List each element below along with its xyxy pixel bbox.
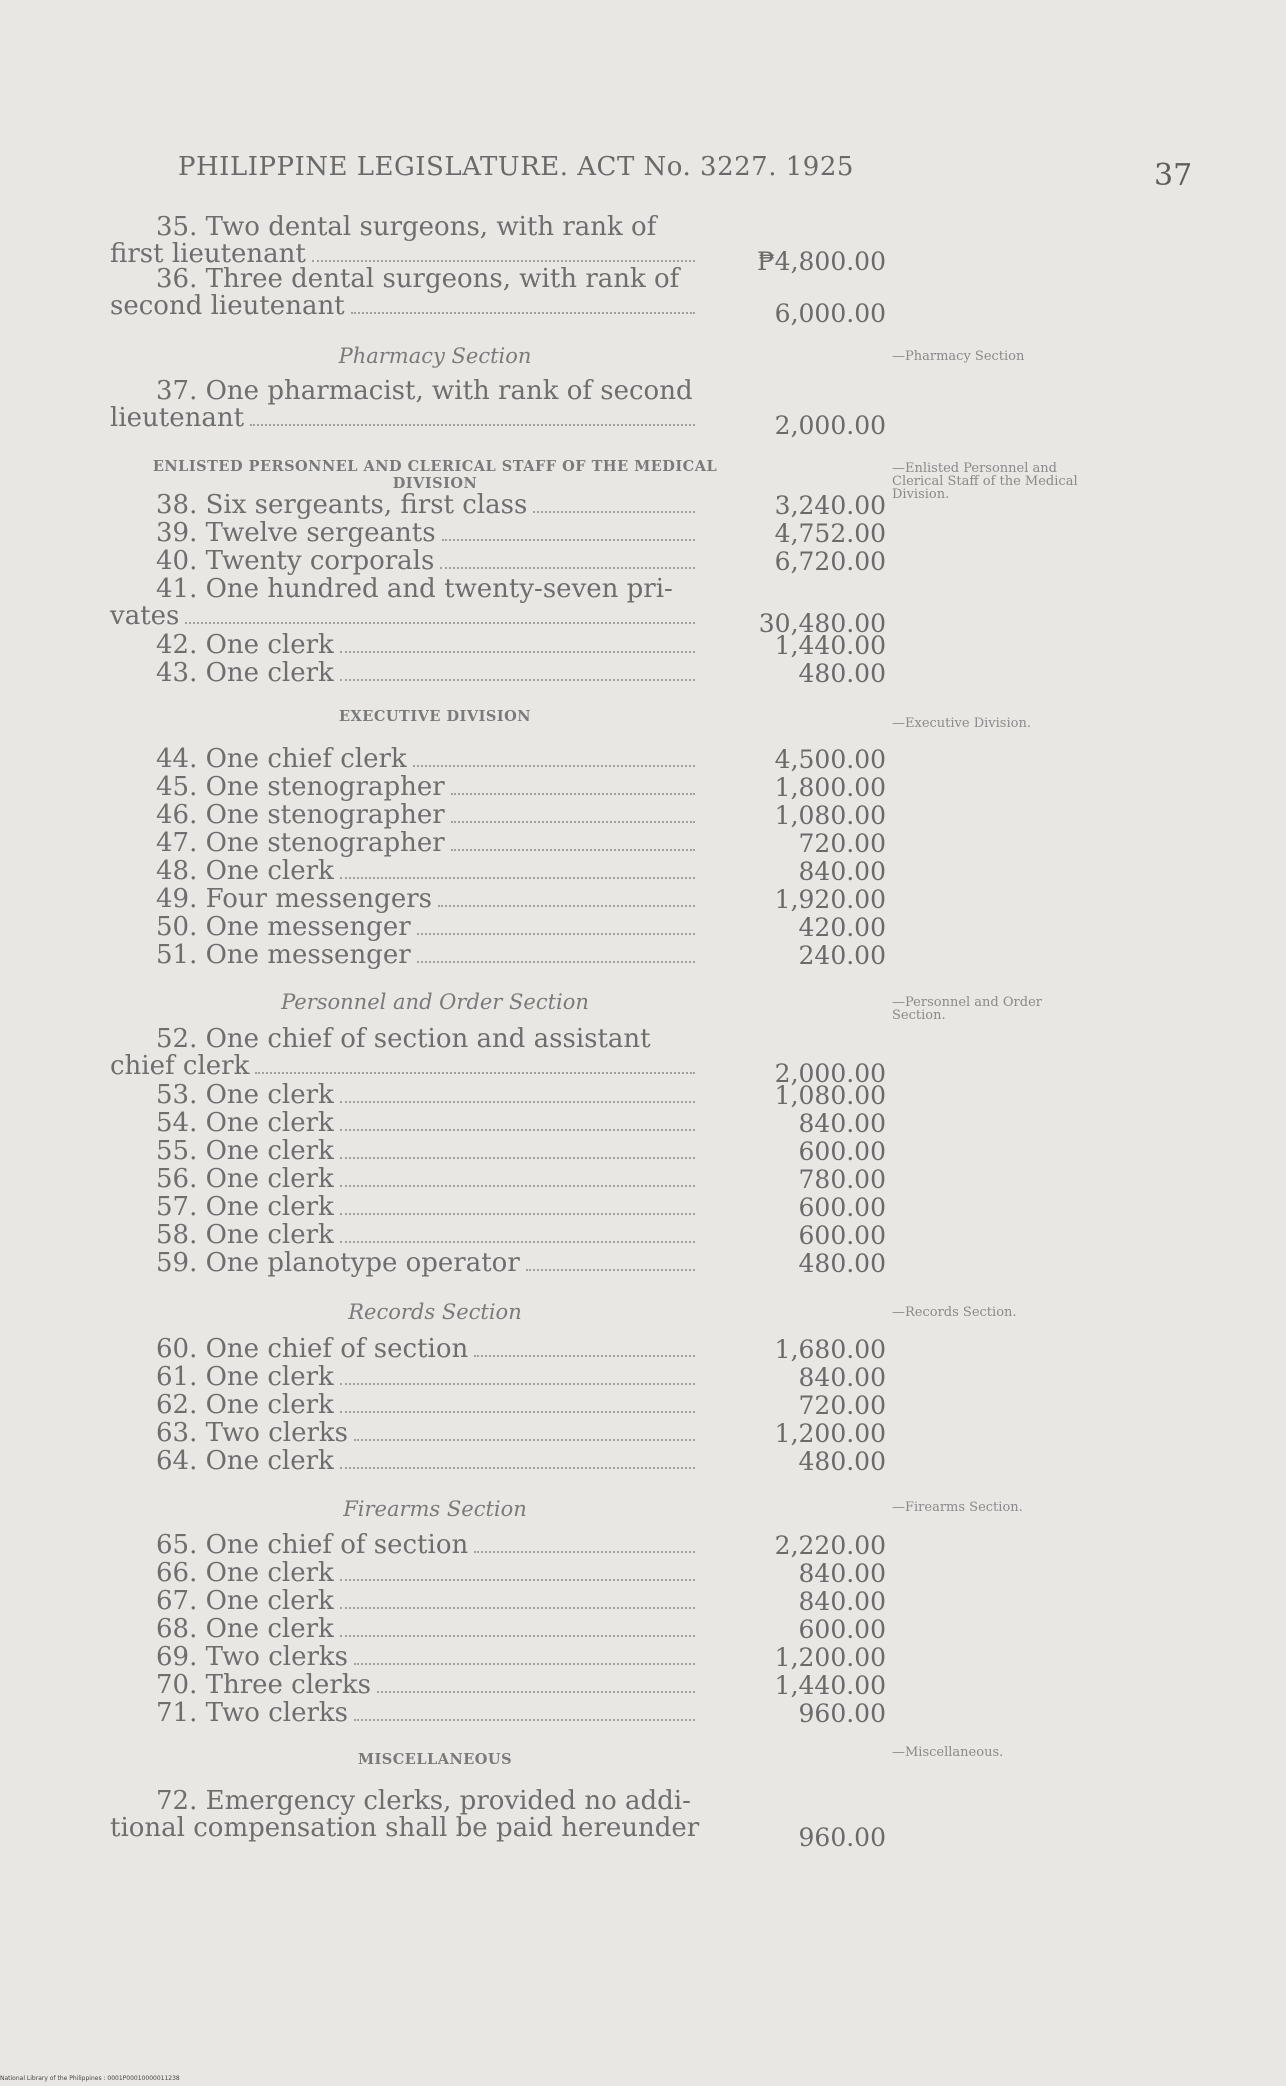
- item-text-line: 44. One chief clerk: [156, 744, 407, 774]
- appropriation-item: [110, 942, 695, 969]
- dot-leader: [354, 1439, 695, 1441]
- item-text-line: 70. Three clerks: [156, 1670, 371, 1700]
- dot-leader: [250, 424, 695, 426]
- dot-leader: [440, 567, 695, 569]
- dot-leader: [340, 679, 695, 681]
- appropriation-item: [110, 1532, 695, 1559]
- section-heading: MISCELLANEOUS: [357, 1751, 513, 1768]
- item-text-line: 56. One clerk: [156, 1164, 334, 1194]
- appropriation-item: [110, 914, 695, 941]
- item-text-line: 60. One chief of section: [156, 1334, 469, 1364]
- appropriation-item: [110, 1336, 695, 1363]
- dot-leader: [351, 312, 695, 314]
- item-text-line: 47. One stenographer: [156, 828, 445, 858]
- dot-leader: [340, 1157, 695, 1159]
- appropriation-item: [110, 1364, 695, 1391]
- item-text-line: 66. One clerk: [156, 1558, 334, 1588]
- item-amount: 1,920.00: [774, 885, 886, 914]
- item-amount: 4,752.00: [774, 519, 886, 548]
- dot-leader: [377, 1691, 695, 1693]
- item-amount: 720.00: [798, 1391, 886, 1420]
- item-amount: 6,000.00: [774, 299, 886, 328]
- dot-leader: [340, 1185, 695, 1187]
- section-heading: Records Section: [348, 1300, 522, 1324]
- item-amount: 1,800.00: [774, 773, 886, 802]
- item-text-line: 46. One stenographer: [156, 800, 445, 830]
- appropriation-item: [110, 1110, 695, 1137]
- item-amount: 480.00: [798, 1249, 886, 1278]
- appropriation-item: [110, 1222, 695, 1249]
- appropriation-item: [110, 1560, 695, 1587]
- item-amount: 480.00: [798, 659, 886, 688]
- appropriation-item: [110, 1672, 695, 1699]
- item-text-line: 51. One messenger: [156, 940, 411, 970]
- item-text-line: 62. One clerk: [156, 1390, 334, 1420]
- item-text-line: 43. One clerk: [156, 658, 334, 688]
- item-text-line: tional compensation shall be paid hereunder: [110, 1813, 700, 1843]
- dot-leader: [417, 933, 695, 935]
- dot-leader: [413, 765, 695, 767]
- dot-leader: [438, 905, 695, 907]
- item-text-line: 35. Two dental surgeons, with rank of: [156, 212, 657, 242]
- item-amount: 2,000.00: [774, 1059, 886, 1088]
- dot-leader: [340, 1635, 695, 1637]
- dot-leader: [533, 511, 695, 513]
- item-amount: 1,200.00: [774, 1419, 886, 1448]
- appropriation-item: [110, 660, 695, 687]
- dot-leader: [340, 1101, 695, 1103]
- section-heading: Personnel and Order Section: [281, 990, 589, 1014]
- item-text-line: 58. One clerk: [156, 1220, 334, 1250]
- appropriation-item: [110, 1026, 695, 1080]
- item-text-line: 48. One clerk: [156, 856, 334, 886]
- item-text-line: 52. One chief of section and assistant: [156, 1024, 651, 1054]
- item-text-line: 45. One stenographer: [156, 772, 445, 802]
- item-text-line: 50. One messenger: [156, 912, 411, 942]
- item-amount: 600.00: [798, 1137, 886, 1166]
- section-heading: Pharmacy Section: [338, 344, 532, 368]
- dot-leader: [354, 1663, 695, 1665]
- dot-leader: [340, 1579, 695, 1581]
- item-text-line: 71. Two clerks: [156, 1698, 348, 1728]
- item-text-line: 63. Two clerks: [156, 1418, 348, 1448]
- appropriation-item: [110, 378, 695, 432]
- item-amount: ₱4,800.00: [757, 247, 886, 276]
- item-text-line: 38. Six sergeants, first class: [156, 490, 528, 520]
- item-amount: 420.00: [798, 913, 886, 942]
- dot-leader: [340, 651, 695, 653]
- item-text-line: 61. One clerk: [156, 1362, 334, 1392]
- dot-leader: [340, 1213, 695, 1215]
- item-text-line: 69. Two clerks: [156, 1642, 348, 1672]
- item-amount: 840.00: [798, 857, 886, 886]
- item-text-line: lieutenant: [110, 403, 245, 433]
- item-amount: 840.00: [798, 1109, 886, 1138]
- appropriation-item: [110, 1588, 695, 1615]
- item-amount: 960.00: [798, 1699, 886, 1728]
- item-text-line: 42. One clerk: [156, 630, 334, 660]
- item-amount: 780.00: [798, 1165, 886, 1194]
- appropriation-item: [110, 1194, 695, 1221]
- item-amount: 1,680.00: [774, 1335, 886, 1364]
- item-text-line: 37. One pharmacist, with rank of second: [156, 376, 693, 406]
- appropriation-item: [110, 548, 695, 575]
- item-text-line: 67. One clerk: [156, 1586, 334, 1616]
- item-amount: 600.00: [798, 1615, 886, 1644]
- item-amount: 30,480.00: [758, 609, 886, 638]
- item-text-line: 57. One clerk: [156, 1192, 334, 1222]
- item-text-line: 49. Four messengers: [156, 884, 432, 914]
- item-text-line: 36. Three dental surgeons, with rank of: [156, 264, 680, 294]
- item-text-line: 65. One chief of section: [156, 1530, 469, 1560]
- item-text-line: 68. One clerk: [156, 1614, 334, 1644]
- appropriation-item: [110, 1448, 695, 1475]
- archive-footer: National Library of the Philippines : 0001P00010000011238: [0, 2075, 180, 2082]
- dot-leader: [451, 821, 695, 823]
- item-text-line: 55. One clerk: [156, 1136, 334, 1166]
- appropriation-item: [110, 1250, 695, 1277]
- appropriation-item: [110, 1644, 695, 1671]
- item-amount: 1,080.00: [774, 801, 886, 830]
- margin-note: —Records Section.: [892, 1305, 1017, 1320]
- appropriation-item: [110, 632, 695, 659]
- item-amount: 3,240.00: [774, 491, 886, 520]
- item-text-line: 53. One clerk: [156, 1080, 334, 1110]
- dot-leader: [185, 622, 695, 624]
- item-text-line: 64. One clerk: [156, 1446, 334, 1476]
- appropriation-item: [110, 1700, 695, 1727]
- item-amount: 480.00: [798, 1447, 886, 1476]
- item-text-line: 54. One clerk: [156, 1108, 334, 1138]
- appropriation-item: [110, 830, 695, 857]
- item-text-line: 72. Emergency clerks, provided no addi-: [156, 1786, 691, 1816]
- appropriation-item: [110, 1420, 695, 1447]
- item-amount: 2,000.00: [774, 411, 886, 440]
- dot-leader: [340, 1467, 695, 1469]
- dot-leader: [442, 539, 695, 541]
- item-amount: 1,200.00: [774, 1643, 886, 1672]
- item-amount: 240.00: [798, 941, 886, 970]
- margin-note: —Pharmacy Section: [892, 349, 1025, 364]
- item-text-line: 39. Twelve sergeants: [156, 518, 436, 548]
- item-amount: 840.00: [798, 1587, 886, 1616]
- item-text-line: chief clerk: [110, 1051, 250, 1081]
- appropriation-item: [110, 1138, 695, 1165]
- appropriation-item: [110, 1616, 695, 1643]
- dot-leader: [340, 1383, 695, 1385]
- item-amount: 600.00: [798, 1193, 886, 1222]
- dot-leader: [451, 793, 695, 795]
- item-amount: 2,220.00: [774, 1531, 886, 1560]
- item-amount: 960.00: [798, 1823, 886, 1852]
- dot-leader: [312, 260, 695, 262]
- page-number: 37: [1154, 158, 1193, 193]
- item-amount: 600.00: [798, 1221, 886, 1250]
- margin-note: —Personnel and Order Section.: [892, 995, 1042, 1023]
- appropriation-item: [110, 746, 695, 773]
- dot-leader: [340, 1607, 695, 1609]
- appropriation-item: [110, 266, 695, 320]
- margin-note: —Executive Division.: [892, 716, 1031, 731]
- dot-leader: [474, 1551, 695, 1553]
- dot-leader: [474, 1355, 695, 1357]
- item-amount: 4,500.00: [774, 745, 886, 774]
- margin-note: —Miscellaneous.: [892, 1745, 1004, 1760]
- dot-leader: [255, 1072, 695, 1074]
- dot-leader: [340, 1411, 695, 1413]
- item-amount: 840.00: [798, 1559, 886, 1588]
- item-text-line: 41. One hundred and twenty-seven pri-: [156, 574, 673, 604]
- item-amount: 840.00: [798, 1363, 886, 1392]
- section-heading: Firearms Section: [343, 1497, 527, 1521]
- item-text-line: 59. One planotype operator: [156, 1248, 520, 1278]
- item-amount: 720.00: [798, 829, 886, 858]
- appropriation-item: [110, 214, 695, 268]
- appropriation-item: [110, 1786, 700, 1843]
- appropriation-item: [110, 576, 695, 630]
- item-text-line: vates: [110, 601, 180, 631]
- appropriation-item: [110, 802, 695, 829]
- appropriation-item: [110, 1082, 695, 1109]
- margin-note: —Enlisted Personnel and Clerical Staff of the Medical Division.: [892, 461, 1078, 502]
- item-amount: 6,720.00: [774, 547, 886, 576]
- margin-note: —Firearms Section.: [892, 1500, 1023, 1515]
- section-heading: EXECUTIVE DIVISION: [339, 708, 531, 725]
- dot-leader: [526, 1269, 695, 1271]
- item-amount: 1,440.00: [774, 631, 886, 660]
- dot-leader: [340, 1241, 695, 1243]
- dot-leader: [417, 961, 695, 963]
- item-text-line: second lieutenant: [110, 291, 345, 321]
- appropriation-item: [110, 520, 695, 547]
- running-header: PHILIPPINE LEGISLATURE. ACT No. 3227. 1925: [178, 152, 854, 182]
- item-text-line: 40. Twenty corporals: [156, 546, 435, 576]
- dot-leader: [451, 849, 695, 851]
- item-amount: 1,080.00: [774, 1081, 886, 1110]
- item-text-line: first lieutenant: [110, 239, 306, 269]
- section-heading: ENLISTED PERSONNEL AND CLERICAL STAFF OF THE MEDICAL DIVISION: [152, 458, 718, 492]
- appropriation-item: [110, 774, 695, 801]
- appropriation-item: [110, 1392, 695, 1419]
- appropriation-item: [110, 886, 695, 913]
- appropriation-item: [110, 858, 695, 885]
- appropriation-item: [110, 492, 695, 519]
- dot-leader: [340, 1129, 695, 1131]
- appropriation-item: [110, 1166, 695, 1193]
- item-amount: 1,440.00: [774, 1671, 886, 1700]
- dot-leader: [354, 1719, 695, 1721]
- dot-leader: [340, 877, 695, 879]
